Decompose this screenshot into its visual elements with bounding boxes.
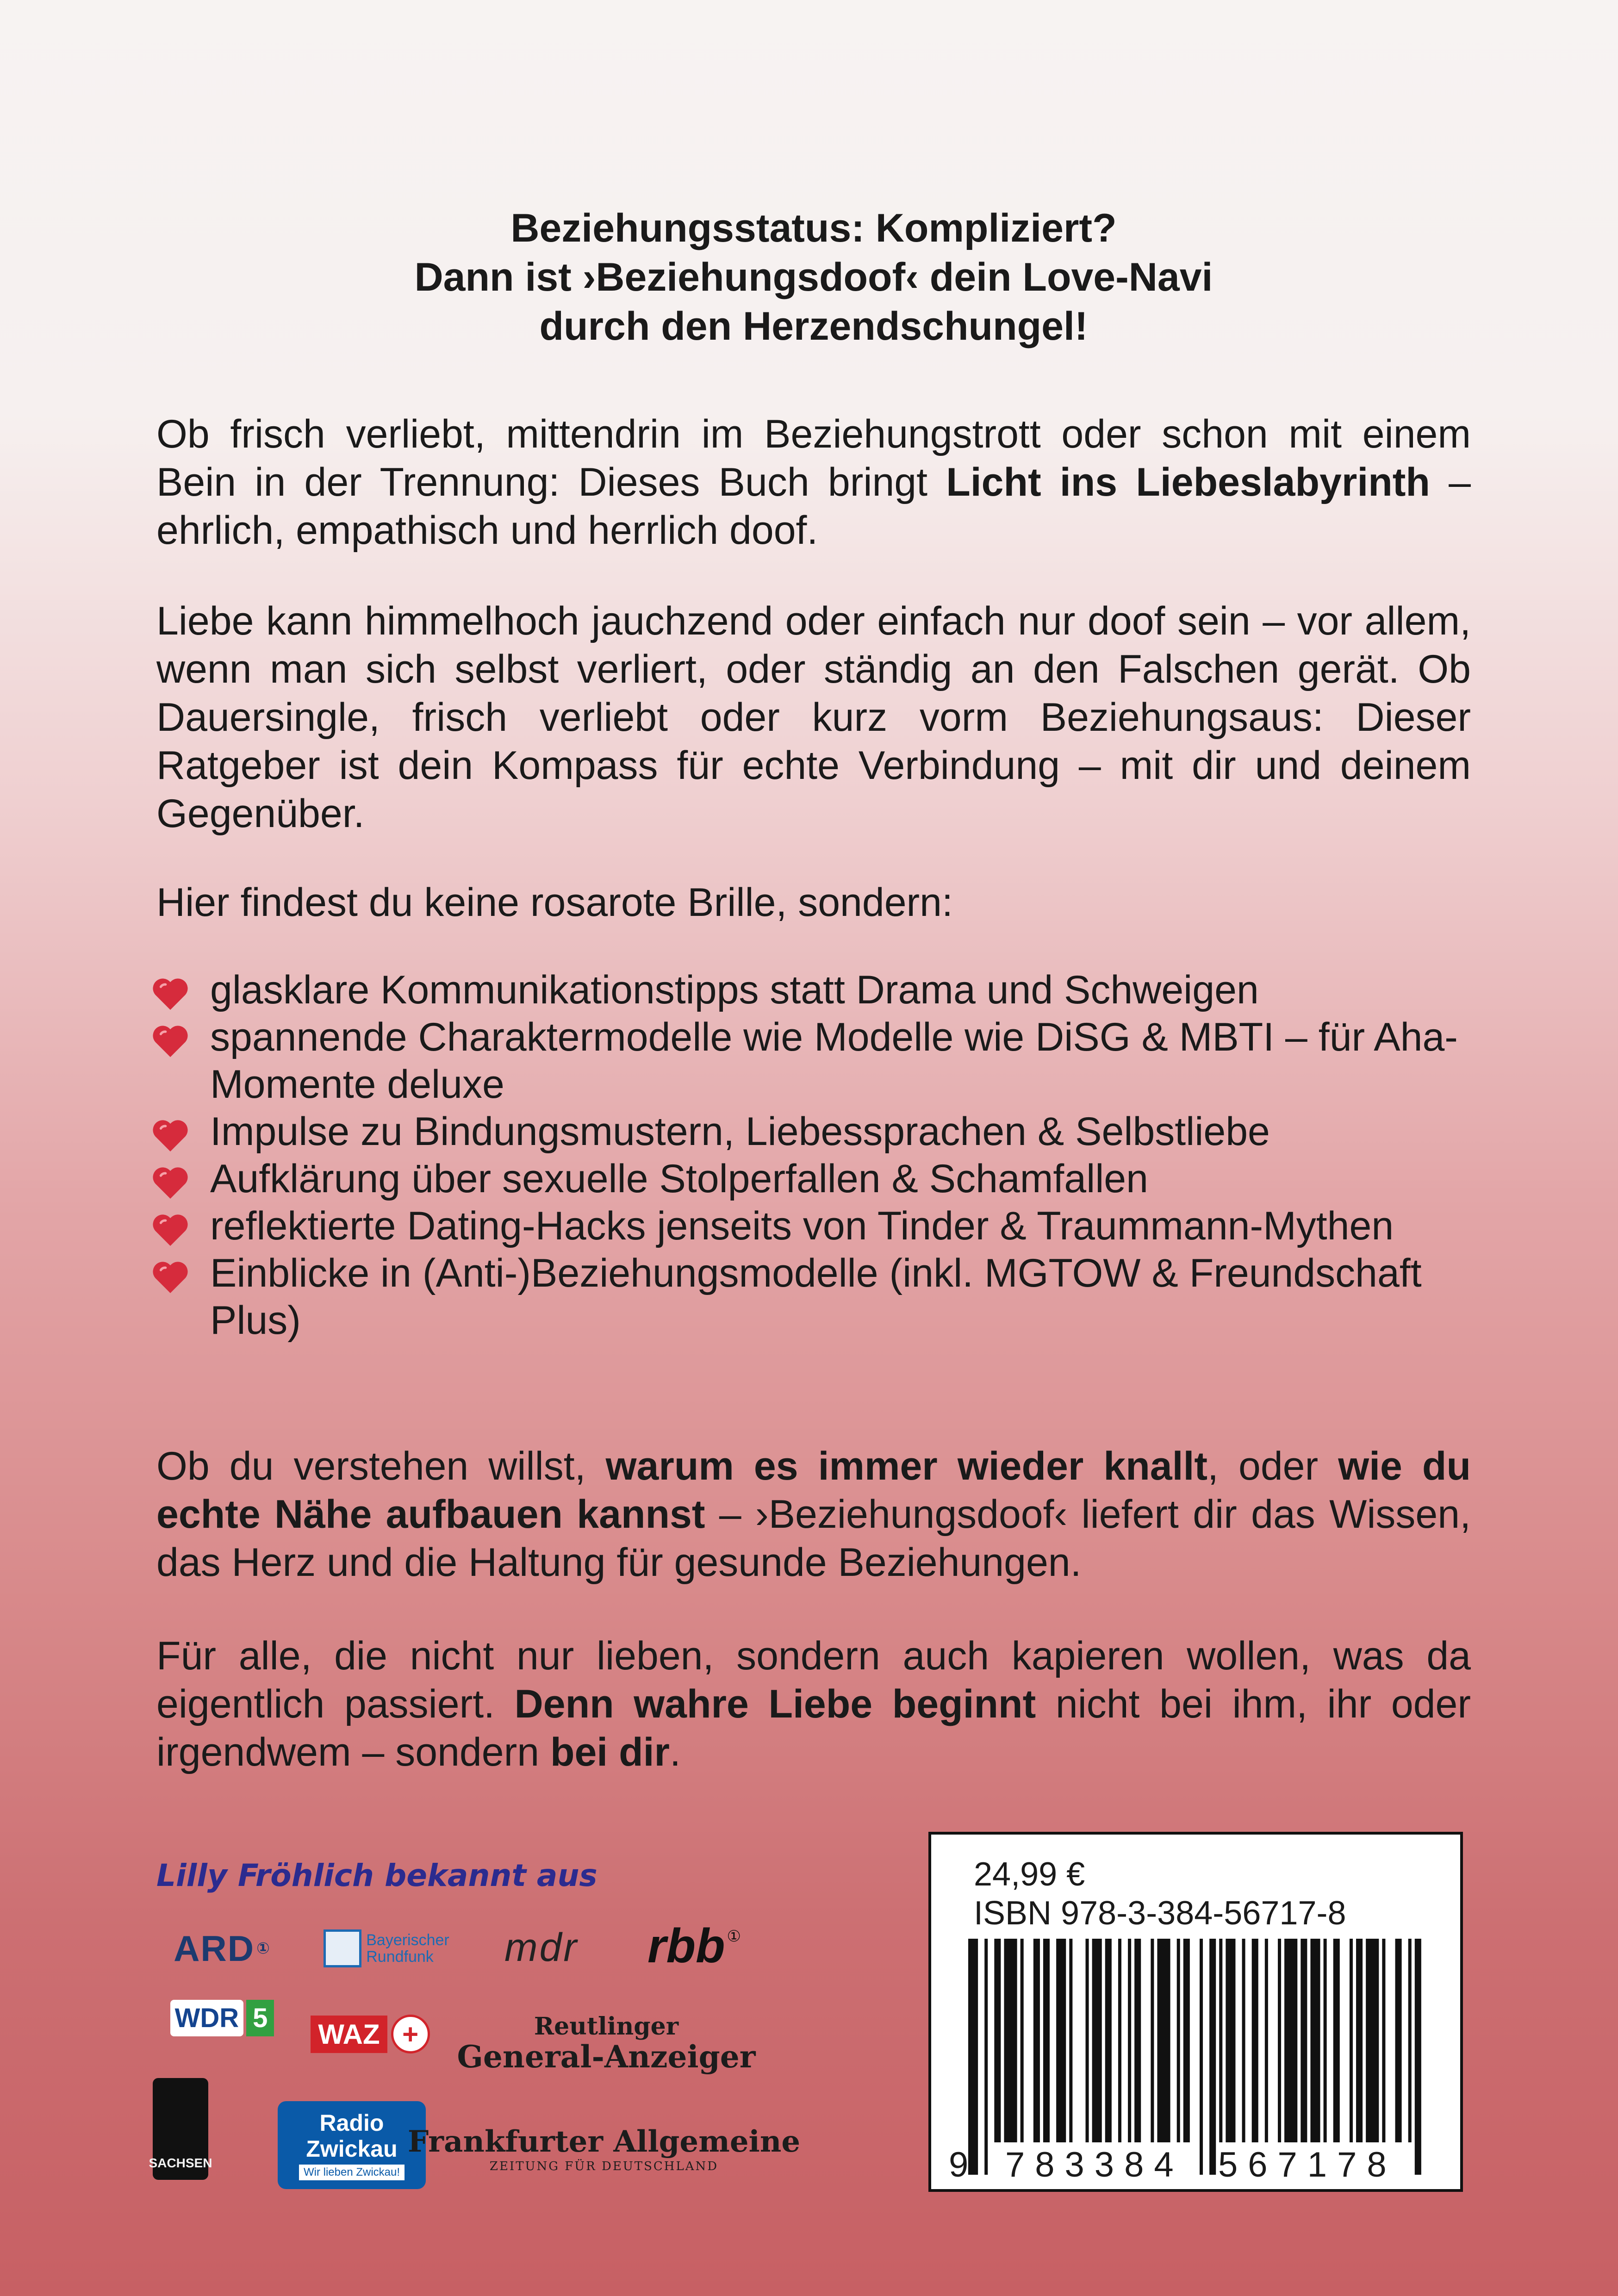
press-mentions-title: Lilly Fröhlich bekannt aus <box>156 1858 597 1893</box>
list-item: Aufklärung über sexuelle Stolperfallen & Schamfallen <box>151 1155 1475 1202</box>
barcode-bar <box>1021 1939 1024 2142</box>
ard-logo: ARD ① <box>174 1928 271 1969</box>
back-cover-text <box>156 204 1471 1774</box>
list-intro: Hier findest du keine rosarote Brille, sondern: <box>156 880 953 925</box>
barcode-bar <box>1395 1939 1402 2142</box>
barcode-bar <box>1382 1939 1385 2142</box>
barcode-bar <box>1118 1939 1121 2142</box>
barcode-bar <box>1128 1939 1131 2142</box>
barcode-bar <box>994 1939 1001 2142</box>
list-item: reflektierte Dating-Hacks jenseits von Tinder & Traummann-Mythen <box>151 1202 1475 1250</box>
bold-phrase: wie du echte Nähe aufbauen kannst <box>156 1444 1471 1537</box>
list-item: glasklare Kommunikationstipps statt Drama und Schweigen <box>151 966 1475 1014</box>
barcode-digit-first: 9 <box>949 2145 969 2184</box>
barcode-bar <box>968 1939 978 2175</box>
barcode-bar <box>1200 1939 1203 2175</box>
price-label: 24,99 € <box>974 1856 1085 1893</box>
paragraph-4: Ob du verstehen willst, warum es immer wieder knallt, oder wie du echte Nähe aufbauen kannst – ›Beziehungsdoof‹ liefert dir das Wissen, das Herz und die Haltung für gesunde Beziehungen. <box>156 1444 1471 1585</box>
barcode-bar <box>1033 1939 1040 2142</box>
feature-list <box>151 966 1475 1344</box>
intro-text-a: Ob frisch verliebt, mittendrin im Beziehungstrott oder schon mit einem Bein in der Trennung: Dieses Buch bringt <box>156 412 1471 504</box>
bayerischer-rundfunk-logo: Bayerischer Rundfunk <box>310 1925 463 1972</box>
barcode-bar <box>1333 1939 1340 2142</box>
radio-zwickau-logo: Radio Zwickau Wir lieben Zwickau! <box>278 2101 426 2189</box>
list-item: Impulse zu Bindungsmustern, Liebessprachen & Selbstliebe <box>151 1108 1475 1155</box>
barcode-bar <box>1242 1939 1245 2142</box>
bold-phrase: warum es immer wieder knallt <box>605 1444 1208 1488</box>
barcode-bar <box>1056 1939 1066 2142</box>
circle-one-icon: ① <box>256 1940 271 1957</box>
barcode-bar <box>1105 1939 1112 2142</box>
bold-phrase: bei dir <box>550 1730 670 1774</box>
barcode-bar <box>1356 1939 1363 2142</box>
barcode-digits-left: 783384 <box>1005 2145 1184 2184</box>
paragraph-2: Liebe kann himmelhoch jauchzend oder einfach nur doof sein – vor allem, wenn man sich selbst verliert, oder ständig an den Falschen gerät. Ob Dauersingle, frisch verliebt oder kurz vorm Beziehungsaus: Dieser Ratgeber ist dein Kompass für echte Verbindung – mit dir und deinem Gegenüber. <box>156 599 1471 836</box>
barcode-bar <box>1177 1939 1180 2142</box>
barcode-bar <box>1278 1939 1281 2142</box>
faz-logo: Frankfurter Allgemeine ZEITUNG FÜR DEUTSCHLAND <box>407 2124 801 2173</box>
barcode-bar <box>1284 1939 1297 2142</box>
mdr-logo: mdr <box>504 1925 579 1970</box>
barcode-bar <box>1157 1939 1170 2142</box>
heart-icon <box>151 977 190 1010</box>
barcode <box>968 1939 1431 2175</box>
barcode-bar <box>1301 1939 1307 2142</box>
headline <box>156 204 1471 351</box>
isbn-label: ISBN 978-3-384-56717-8 <box>974 1895 1346 1932</box>
energy-sachsen-logo: SACHSEN <box>153 2078 208 2180</box>
headline-line-3: durch den Herzendschungel! <box>539 304 1088 348</box>
heart-icon <box>151 1213 190 1246</box>
barcode-bar <box>1226 1939 1235 2142</box>
barcode-panel <box>928 1832 1463 2192</box>
barcode-bar <box>1415 1939 1421 2175</box>
barcode-bar <box>1134 1939 1141 2142</box>
heart-icon <box>151 1165 190 1199</box>
waz-plus-logo: WAZ + <box>305 2013 435 2055</box>
barcode-bar <box>1209 1939 1216 2175</box>
barcode-bar <box>1004 1939 1017 2142</box>
headline-line-1: Beziehungsstatus: Kompliziert? <box>510 206 1117 250</box>
heart-icon <box>151 1024 190 1057</box>
intro-paragraph <box>156 410 1471 554</box>
reutlinger-general-anzeiger-logo: Reutlinger General-Anzeiger <box>457 2012 756 2075</box>
barcode-bar <box>1151 1939 1154 2142</box>
wdr5-logo: WDR 5 <box>160 1990 285 2046</box>
barcode-bar <box>1252 1939 1258 2142</box>
list-item: spannende Charaktermodelle wie Modelle wie DiSG & MBTI – für Aha-Momente deluxe <box>151 1014 1475 1108</box>
barcode-digits-right: 567178 <box>1218 2145 1397 2184</box>
barcode-bar <box>1366 1939 1379 2142</box>
paragraph-5: Für alle, die nicht nur lieben, sondern auch kapieren wollen, was da eigentlich passiert. Denn wahre Liebe beginnt nicht bei ihm, ihr oder irgendwem – sondern bei dir. <box>156 1634 1471 1774</box>
barcode-bar <box>1408 1939 1412 2142</box>
circle-one-icon: ① <box>727 1928 741 1945</box>
barcode-bar <box>1069 1939 1072 2142</box>
barcode-bar <box>1183 1939 1190 2142</box>
barcode-bar <box>984 1939 988 2175</box>
heart-icon <box>151 1260 190 1293</box>
barcode-bar <box>1310 1939 1320 2142</box>
barcode-bar <box>1086 1939 1089 2142</box>
list-item: Einblicke in (Anti-)Beziehungsmodelle (inkl. MGTOW & Freundschaft Plus) <box>151 1250 1475 1344</box>
barcode-bar <box>1350 1939 1353 2142</box>
br-square-icon <box>324 1929 361 1967</box>
rbb-logo: rbb ① <box>647 1919 741 1973</box>
bold-phrase: Denn wahre Liebe beginnt <box>514 1682 1036 1726</box>
barcode-bar <box>1043 1939 1050 2142</box>
headline-line-2: Dann ist ›Beziehungsdoof‹ dein Love-Navi <box>414 255 1213 299</box>
barcode-bar <box>1324 1939 1327 2142</box>
barcode-bar <box>1219 1939 1222 2142</box>
intro-bold: Licht ins Liebeslabyrinth <box>946 460 1430 504</box>
intro-text-c: – ehrlich, empathisch und herrlich doof. <box>156 460 1471 553</box>
barcode-bar <box>1092 1939 1102 2142</box>
heart-icon <box>151 1118 190 1151</box>
barcode-bar <box>1265 1939 1268 2142</box>
